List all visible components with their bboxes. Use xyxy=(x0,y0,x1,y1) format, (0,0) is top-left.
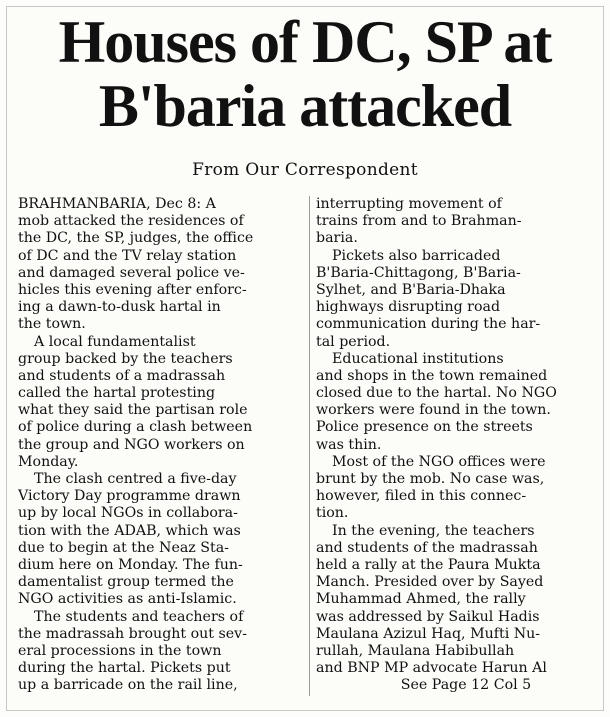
text-line: Most of the NGO offices were xyxy=(332,453,546,470)
text-line: tal period. xyxy=(316,333,391,350)
text-line: B'Baria-Chittagong, B'Baria- xyxy=(316,264,521,281)
text-line: trains from and to Brahman- xyxy=(316,213,522,230)
text-line: and shops in the town remained xyxy=(316,367,548,384)
text-line: rullah, Maulana Habibullah xyxy=(316,642,515,659)
text-line: and students of the madrassah xyxy=(316,539,538,556)
text-line: of DC and the TV relay station xyxy=(18,247,237,264)
text-line: during the hartal. Pickets put xyxy=(18,660,231,677)
text-line: The students and teachers of xyxy=(34,608,244,625)
byline: From Our Correspondent xyxy=(192,160,418,180)
text-line: damentalist group termed the xyxy=(18,574,234,591)
text-line: up by local NGOs in collabora- xyxy=(18,505,238,522)
text-line: the madrassah brought out sev- xyxy=(18,625,247,642)
text-line: held a rally at the Paura Mukta xyxy=(316,556,541,573)
text-line: and BNP MP advocate Harun Al xyxy=(316,660,547,677)
headline-line-1: Houses of DC, SP at xyxy=(58,9,552,75)
text-line: and damaged several police ve- xyxy=(18,264,245,281)
text-line: The clash centred a five-day xyxy=(34,471,237,487)
text-line: up a barricade on the rail line, xyxy=(18,677,238,694)
text-line: Manch. Presided over by Sayed xyxy=(316,574,544,591)
text-line: what they said the partisan role xyxy=(18,402,248,419)
column-divider xyxy=(309,196,310,696)
text-line: Monday. xyxy=(18,453,79,470)
text-line: the DC, the SP, judges, the office xyxy=(18,230,254,247)
text-line: baria. xyxy=(316,230,358,247)
article-column-left xyxy=(18,196,302,694)
text-line: interrupting movement of xyxy=(316,196,502,212)
headline xyxy=(0,10,610,138)
text-line: Pickets also barricaded xyxy=(332,247,501,264)
text-line: and students of a madrassah xyxy=(18,367,226,384)
text-line: BRAHMANBARIA, Dec 8: A xyxy=(18,196,216,212)
text-line: Victory Day programme drawn xyxy=(18,488,241,505)
text-line: was addressed by Saikul Hadis xyxy=(316,608,540,625)
text-line: In the evening, the teachers xyxy=(332,522,535,539)
text-line: Sylhet, and B'Baria-Dhaka xyxy=(316,281,506,298)
article-column-right xyxy=(316,196,596,694)
text-line: group backed by the teachers xyxy=(18,350,233,367)
text-line: Police presence on the streets xyxy=(316,419,533,436)
text-line: Educational institutions xyxy=(332,350,504,367)
text-line: however, filed in this connec- xyxy=(316,488,527,505)
headline-line-2: B'baria attacked xyxy=(98,73,512,139)
text-line: of police during a clash between xyxy=(18,419,253,436)
text-line: eral processions in the town xyxy=(18,642,222,659)
text-line: highways disrupting road xyxy=(316,299,501,316)
text-line: was thin. xyxy=(316,436,382,453)
text-line: A local fundamentalist xyxy=(34,333,196,350)
text-line: workers were found in the town. xyxy=(316,402,551,419)
text-line: communication during the har- xyxy=(316,316,541,333)
text-line: brunt by the mob. No case was, xyxy=(316,471,545,487)
text-line: called the hartal protesting xyxy=(18,385,216,402)
text-line: tion. xyxy=(316,505,349,522)
text-line: dium here on Monday. The fun- xyxy=(18,556,243,573)
text-line: ing a dawn-to-dusk hartal in xyxy=(18,299,221,316)
text-line: Maulana Azizul Haq, Mufti Nu- xyxy=(316,625,541,642)
text-line: tion with the ADAB, which was xyxy=(18,522,241,539)
text-line: the town. xyxy=(18,316,86,333)
text-line: hicles this evening after enforc- xyxy=(18,281,247,298)
text-line: closed due to the hartal. No NGO xyxy=(316,385,557,402)
text-line: the group and NGO workers on xyxy=(18,436,245,453)
text-line: Muhammad Ahmed, the rally xyxy=(316,591,526,608)
text-line: NGO activities as anti-Islamic. xyxy=(18,591,237,608)
text-line: mob attacked the residences of xyxy=(18,213,244,230)
continuation-note: See Page 12 Col 5 xyxy=(400,677,532,694)
text-line: due to begin at the Neaz Sta- xyxy=(18,539,229,556)
